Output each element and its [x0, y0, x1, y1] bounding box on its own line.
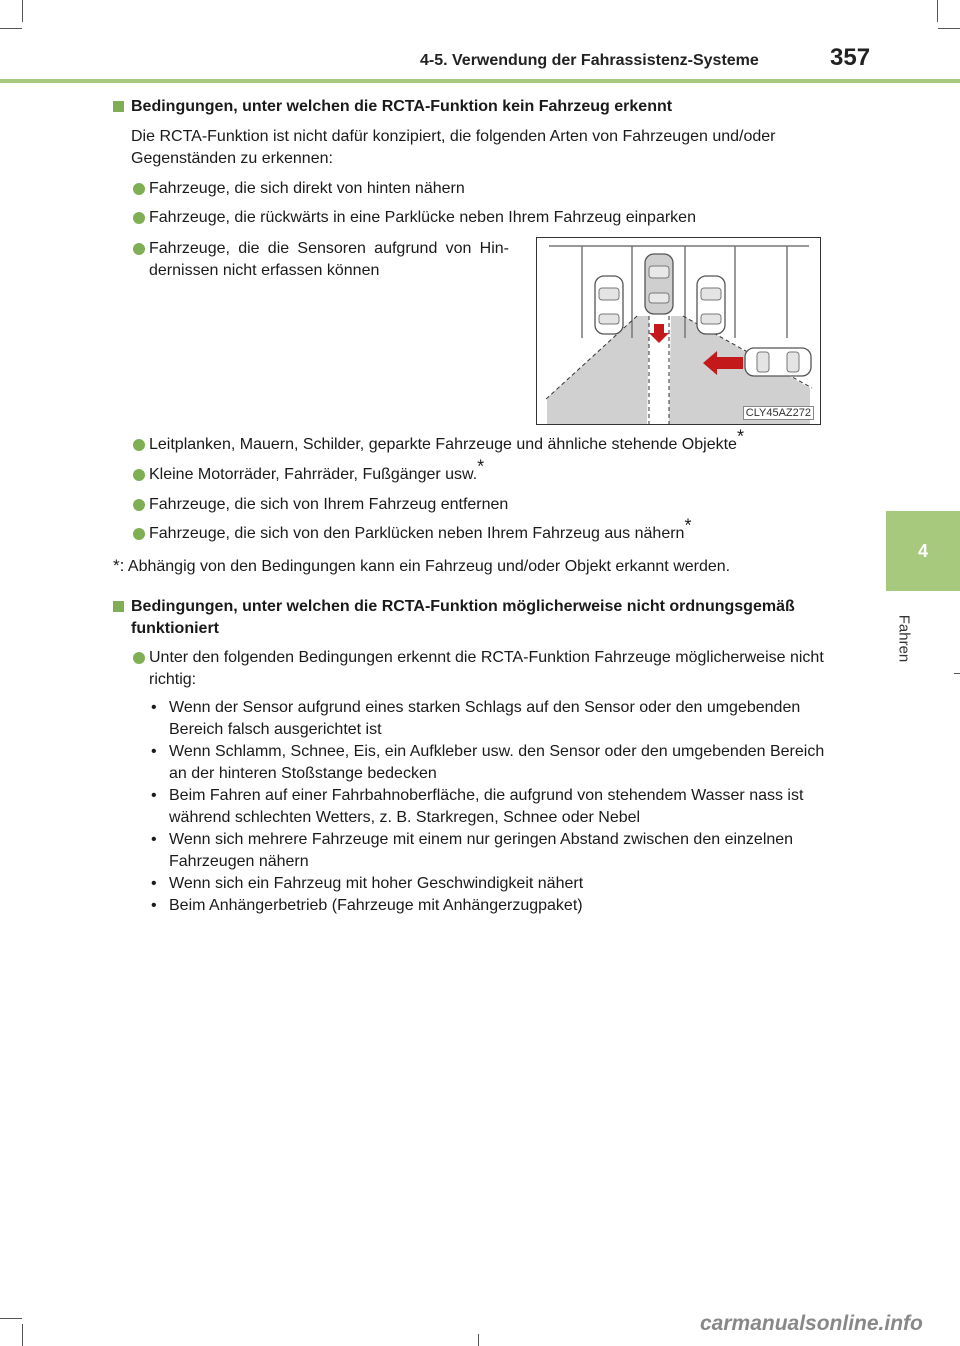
bullet-icon	[133, 499, 145, 511]
sub-list-item: • Wenn Schlamm, Schnee, Eis, ein Aufkleber usw. den Sensor oder den umgebenden Bereich an der hinteren Stoßstange bedecken	[151, 743, 825, 782]
bullet-icon	[133, 652, 145, 664]
chapter-label: Fahren	[895, 614, 913, 663]
crop-mark	[22, 0, 23, 22]
chapter-tab: 4	[886, 511, 960, 591]
list-item: Fahrzeuge, die die Sensoren aufgrund von Hin-dernissen nicht erfassen können	[113, 238, 509, 282]
header-divider	[0, 79, 960, 83]
list-item: Fahrzeuge, die sich direkt von hinten nähern	[113, 178, 843, 200]
list-item: Kleine Motorräder, Fahrräder, Fußgänger usw.*	[113, 464, 843, 486]
list-item: Fahrzeuge, die rückwärts in eine Parklücke neben Ihrem Fahrzeug einparken	[113, 207, 843, 229]
crop-mark	[0, 1318, 22, 1319]
section-heading: Bedingungen, unter welchen die RCTA-Funktion möglicherweise nicht ordnungsgemäß funktioniert	[113, 596, 843, 640]
crop-mark	[478, 1334, 479, 1346]
crop-mark	[0, 28, 22, 29]
parking-scene-svg	[537, 238, 820, 424]
list-item: Leitplanken, Mauern, Schilder, geparkte Fahrzeuge und ähnliche stehende Objekte*	[113, 434, 843, 456]
sub-list-item: • Beim Anhängerbetrieb (Fahrzeuge mit Anhängerzugpaket)	[151, 897, 583, 914]
parked-car-left	[595, 276, 623, 334]
sub-list-item: • Wenn sich mehrere Fahrzeuge mit einem nur geringen Abstand zwischen den einzelnen Fahrzeugen nähern	[151, 831, 794, 870]
list-item: Fahrzeuge, die sich von Ihrem Fahrzeug entfernen	[113, 494, 843, 516]
list-item: Fahrzeuge, die sich von den Parklücken neben Ihrem Fahrzeug aus nähern*	[113, 523, 843, 545]
bullet-icon	[133, 469, 145, 481]
header-title: 4-5. Verwendung der Fahrassistenz-Systeme	[420, 52, 759, 69]
section-heading: Bedingungen, unter welchen die RCTA-Funktion kein Fahrzeug erkennt	[113, 96, 843, 118]
parked-car-right	[697, 276, 725, 334]
approaching-car	[745, 348, 811, 376]
figure-code: CLY45AZ272	[743, 406, 814, 420]
paragraph: Die RCTA-Funktion ist nicht dafür konzipiert, die folgenden Arten von Fahrzeugen und/oder Gegenständen zu erkennen:	[131, 128, 776, 167]
parking-illustration	[536, 237, 821, 425]
page-number: 357	[830, 44, 871, 71]
arrow-down-icon	[649, 324, 669, 343]
bullet-icon	[133, 183, 145, 195]
watermark: carmanualsonline.info	[700, 1312, 923, 1335]
list-item: Unter den folgenden Bedingungen erkennt die RCTA-Funktion Fahrzeuge möglicherweise nicht richtig:	[113, 647, 843, 691]
footnote: *: Abhängig von den Bedingungen kann ein Fahrzeug und/oder Objekt erkannt werden.	[113, 556, 731, 575]
page-content	[113, 96, 843, 917]
crop-mark	[938, 28, 960, 29]
bullet-icon	[133, 243, 145, 255]
sub-list-item: • Beim Fahren auf einer Fahrbahnoberfläche, die aufgrund von stehendem Wasser nass ist während schlechten Wetters, z. B. Starkregen, Schnee oder Nebel	[151, 787, 804, 826]
bullet-icon	[133, 528, 145, 540]
sub-list-item: • Wenn sich ein Fahrzeug mit hoher Geschwindigkeit nähert	[151, 875, 584, 892]
bullet-icon	[133, 212, 145, 224]
crop-mark	[22, 1324, 23, 1346]
bullet-icon	[133, 439, 145, 451]
own-car	[645, 254, 673, 314]
crop-mark	[937, 0, 938, 22]
crop-mark	[954, 673, 960, 674]
sub-list-item: • Wenn der Sensor aufgrund eines starken Schlags auf den Sensor oder den umgebenden Bereich falsch ausgerichtet ist	[151, 699, 801, 738]
